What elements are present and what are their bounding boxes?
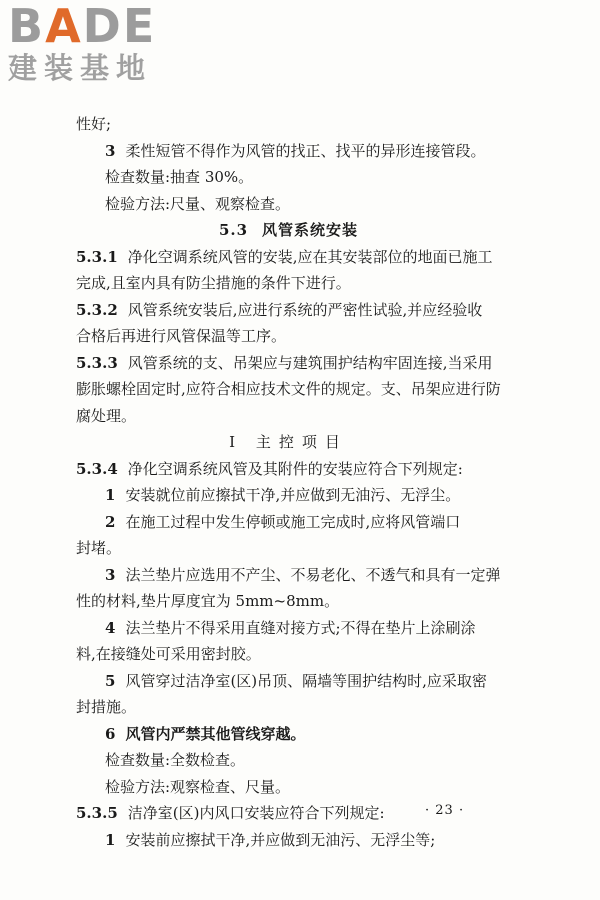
document-body (76, 111, 501, 853)
logo-letters-de: DE (82, 0, 157, 53)
subheading: Ⅰ 主控项目 (229, 433, 348, 451)
list-item: 3 柔性短管不得作为风管的找正、找平的异形连接管段。 (105, 141, 486, 160)
section-heading: 5.3 风管系统安装 (218, 221, 359, 239)
clause-5-3-1: 5.3.1 净化空调系统风管的安装,应在其安装部位的地面已施工 (76, 247, 493, 266)
logo (8, 2, 178, 84)
text-line: 性的材料,垫片厚度宜为 5mm~8mm。 (76, 592, 340, 610)
text-line: 合格后再进行风管保温等工序。 (76, 327, 287, 345)
text-line: 封措施。 (76, 698, 137, 716)
text-line: 料,在接缝处可采用密封胶。 (76, 645, 261, 663)
check-method: 检验方法:观察检查、尺量。 (105, 777, 291, 796)
list-item: 1 安装就位前应擦拭干净,并应做到无油污、无浮尘。 (105, 486, 461, 504)
clause-5-3-5: 5.3.5 洁净室(区)内风口安装应符合下列规定: (76, 804, 385, 822)
logo-wordmark (8, 0, 178, 53)
text-line: 封堵。 (76, 539, 122, 557)
text-line: 腐处理。 (76, 406, 137, 425)
text-line: 性好; (76, 115, 112, 133)
logo-letter-b: B (8, 0, 46, 53)
list-item: 1 安装前应擦拭干净,并应做到无油污、无浮尘等; (105, 830, 436, 849)
clause-5-3-2: 5.3.2 风管系统安装后,应进行系统的严密性试验,并应经验收 (76, 300, 483, 319)
check-quantity: 检查数量:全数检查。 (105, 751, 246, 769)
text-line: 膨胀螺栓固定时,应符合相应技术文件的规定。支、吊架应进行防 (76, 380, 501, 398)
logo-chinese: 建装基地 (8, 51, 153, 85)
list-item-mandatory: 6 风管内严禁其他管线穿越。 (105, 724, 306, 743)
list-item: 5 风管穿过洁净室(区)吊顶、隔墙等围护结构时,应采取密 (105, 671, 487, 690)
logo-letter-a: A (45, 0, 83, 53)
clause-5-3-3: 5.3.3 风管系统的支、吊架应与建筑围护结构牢固连接,当采用 (76, 353, 493, 372)
list-item: 2 在施工过程中发生停顿或施工完成时,应将风管端口 (105, 512, 461, 531)
list-item: 3 法兰垫片应选用不产尘、不易老化、不透气和具有一定弹 (105, 565, 501, 584)
check-method: 检验方法:尺量、观察检查。 (105, 194, 291, 213)
page-number: · 23 · (425, 803, 465, 818)
list-item: 4 法兰垫片不得采用直缝对接方式;不得在垫片上涂刷涂 (105, 618, 476, 637)
clause-5-3-4: 5.3.4 净化空调系统风管及其附件的安装应符合下列规定: (76, 459, 463, 478)
check-quantity: 检查数量:抽查 30%。 (105, 168, 254, 186)
text-line: 完成,且室内具有防尘措施的条件下进行。 (76, 274, 351, 292)
